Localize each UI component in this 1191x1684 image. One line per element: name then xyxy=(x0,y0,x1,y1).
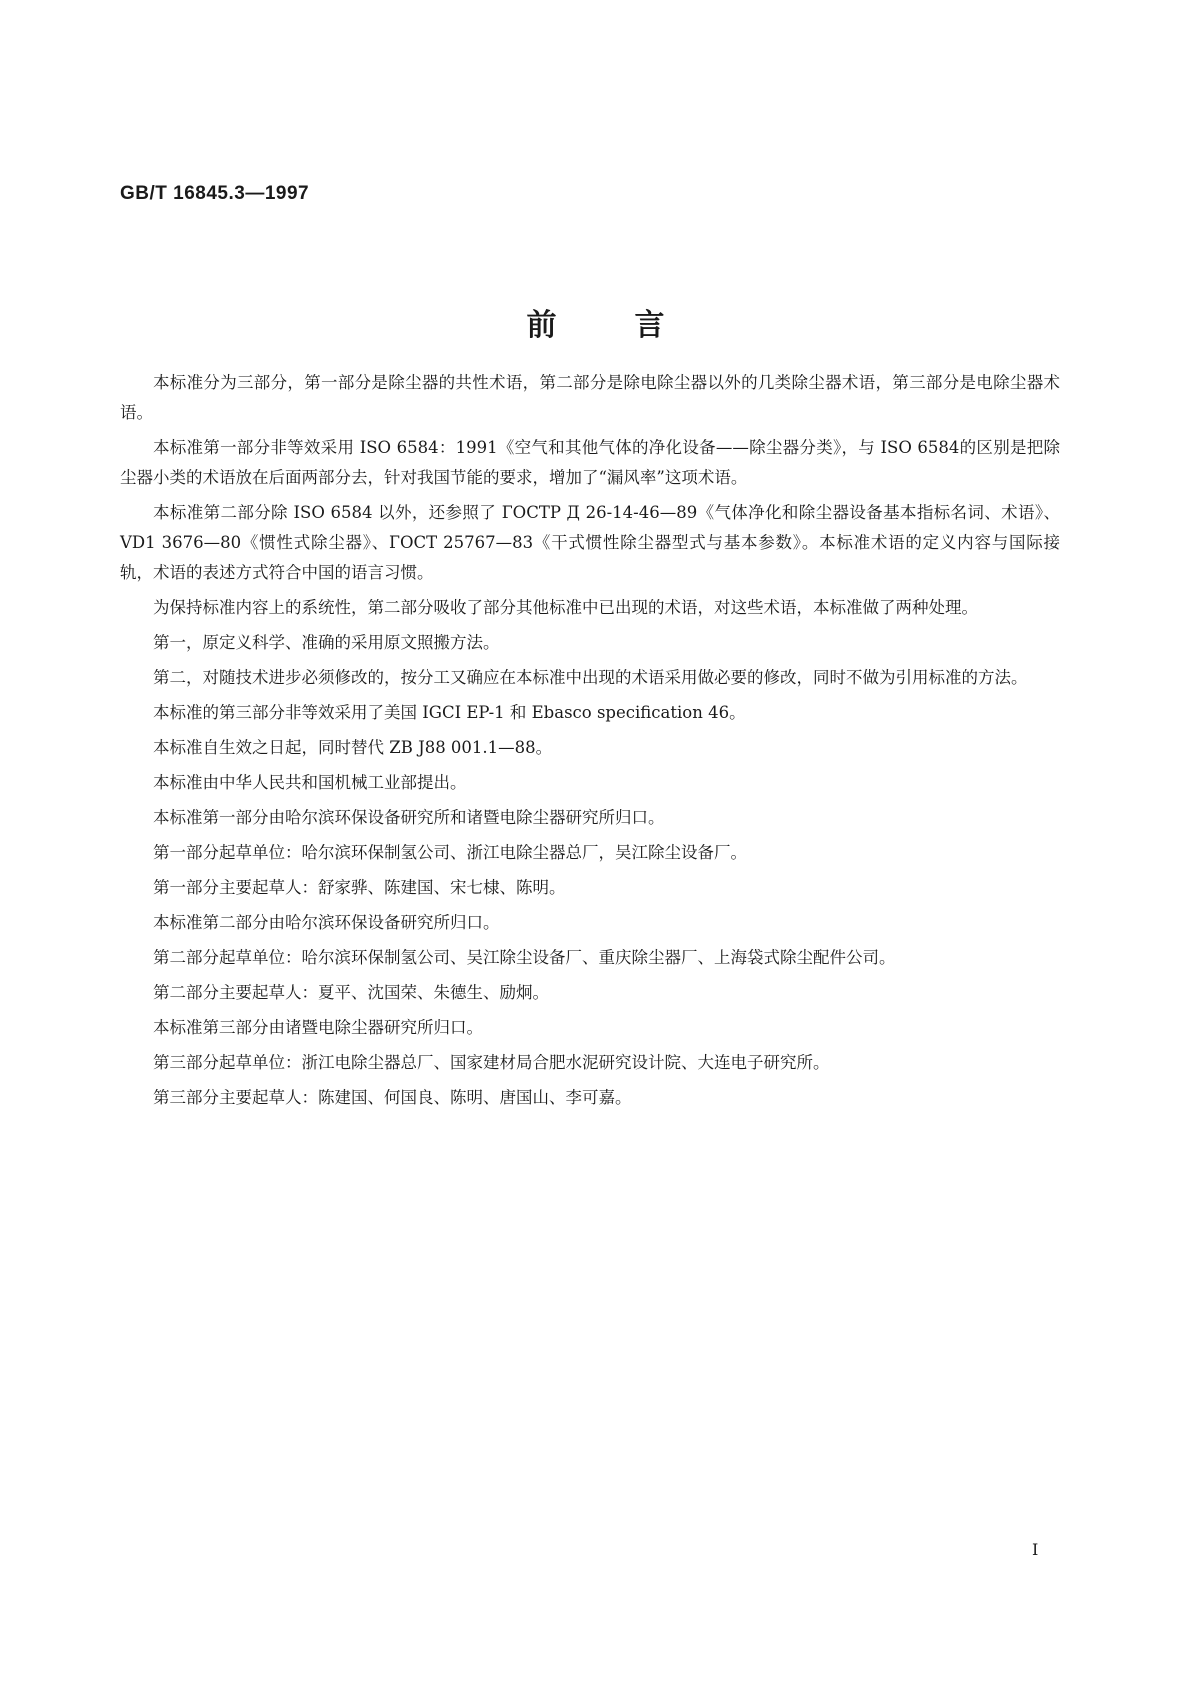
paragraph-14: 第二部分起草单位：哈尔滨环保制氢公司、吴江除尘设备厂、重庆除尘器厂、上海袋式除尘配件公司。 xyxy=(153,948,896,967)
paragraph-4: 为保持标准内容上的系统性，第二部分吸收了部分其他标准中已出现的术语，对这些术语，本标准做了两种处理。 xyxy=(153,598,978,617)
paragraph-3: 本标准第二部分除 ISO 6584 以外，还参照了 ГОСТР Д 26-14-46—89《气体净化和除尘器设备基本指标名词、术语》、VD1 3676—80《惯性式除尘器》、ГОСТ 25767—83《干式惯性除尘器型式与基本参数》。本标准术语的定义内容与国际接轨，术语的表述方式符合中国的语言习惯。 xyxy=(120,503,1060,582)
paragraph-6: 第二，对随技术进步必须修改的，按分工又确应在本标准中出现的术语采用做必要的修改，同时不做为引用标准的方法。 xyxy=(153,668,1028,687)
paragraph-16: 本标准第三部分由诸暨电除尘器研究所归口。 xyxy=(153,1018,483,1037)
paragraph-7: 本标准的第三部分非等效采用了美国 IGCI EP-1 和 Ebasco specification 46。 xyxy=(153,703,746,722)
paragraph-18: 第三部分主要起草人：陈建国、何国良、陈明、唐国山、李可嘉。 xyxy=(153,1088,632,1107)
page-title: 前言 xyxy=(526,308,743,343)
paragraph-15: 第二部分主要起草人：夏平、沈国荣、朱德生、励炯。 xyxy=(153,983,549,1002)
paragraph-9: 本标准由中华人民共和国机械工业部提出。 xyxy=(153,773,467,792)
paragraph-2: 本标准第一部分非等效采用 ISO 6584：1991《空气和其他气体的净化设备——除尘器分类》，与 ISO 6584的区别是把除尘器小类的术语放在后面两部分去，针对我国节能的要求，增加了“漏风率”这项术语。 xyxy=(120,438,1060,487)
paragraph-12: 第一部分主要起草人：舒家骅、陈建国、宋七棣、陈明。 xyxy=(153,878,566,897)
paragraph-8: 本标准自生效之日起，同时替代 ZB J88 001.1—88。 xyxy=(153,738,553,757)
foreword-body xyxy=(120,368,1060,1118)
paragraph-10: 本标准第一部分由哈尔滨环保设备研究所和诸暨电除尘器研究所归口。 xyxy=(153,808,665,827)
paragraph-5: 第一，原定义科学、准确的采用原文照搬方法。 xyxy=(153,633,500,652)
paragraph-11: 第一部分起草单位：哈尔滨环保制氢公司、浙江电除尘器总厂，吴江除尘设备厂。 xyxy=(153,843,747,862)
standard-code: GB/T 16845.3—1997 xyxy=(120,183,310,204)
paragraph-17: 第三部分起草单位：浙江电除尘器总厂、国家建材局合肥水泥研究设计院、大连电子研究所。 xyxy=(153,1053,830,1072)
page-number: I xyxy=(1032,1540,1039,1559)
paragraph-1: 本标准分为三部分，第一部分是除尘器的共性术语，第二部分是除电除尘器以外的几类除尘器术语，第三部分是电除尘器术语。 xyxy=(120,373,1060,422)
paragraph-13: 本标准第二部分由哈尔滨环保设备研究所归口。 xyxy=(153,913,500,932)
